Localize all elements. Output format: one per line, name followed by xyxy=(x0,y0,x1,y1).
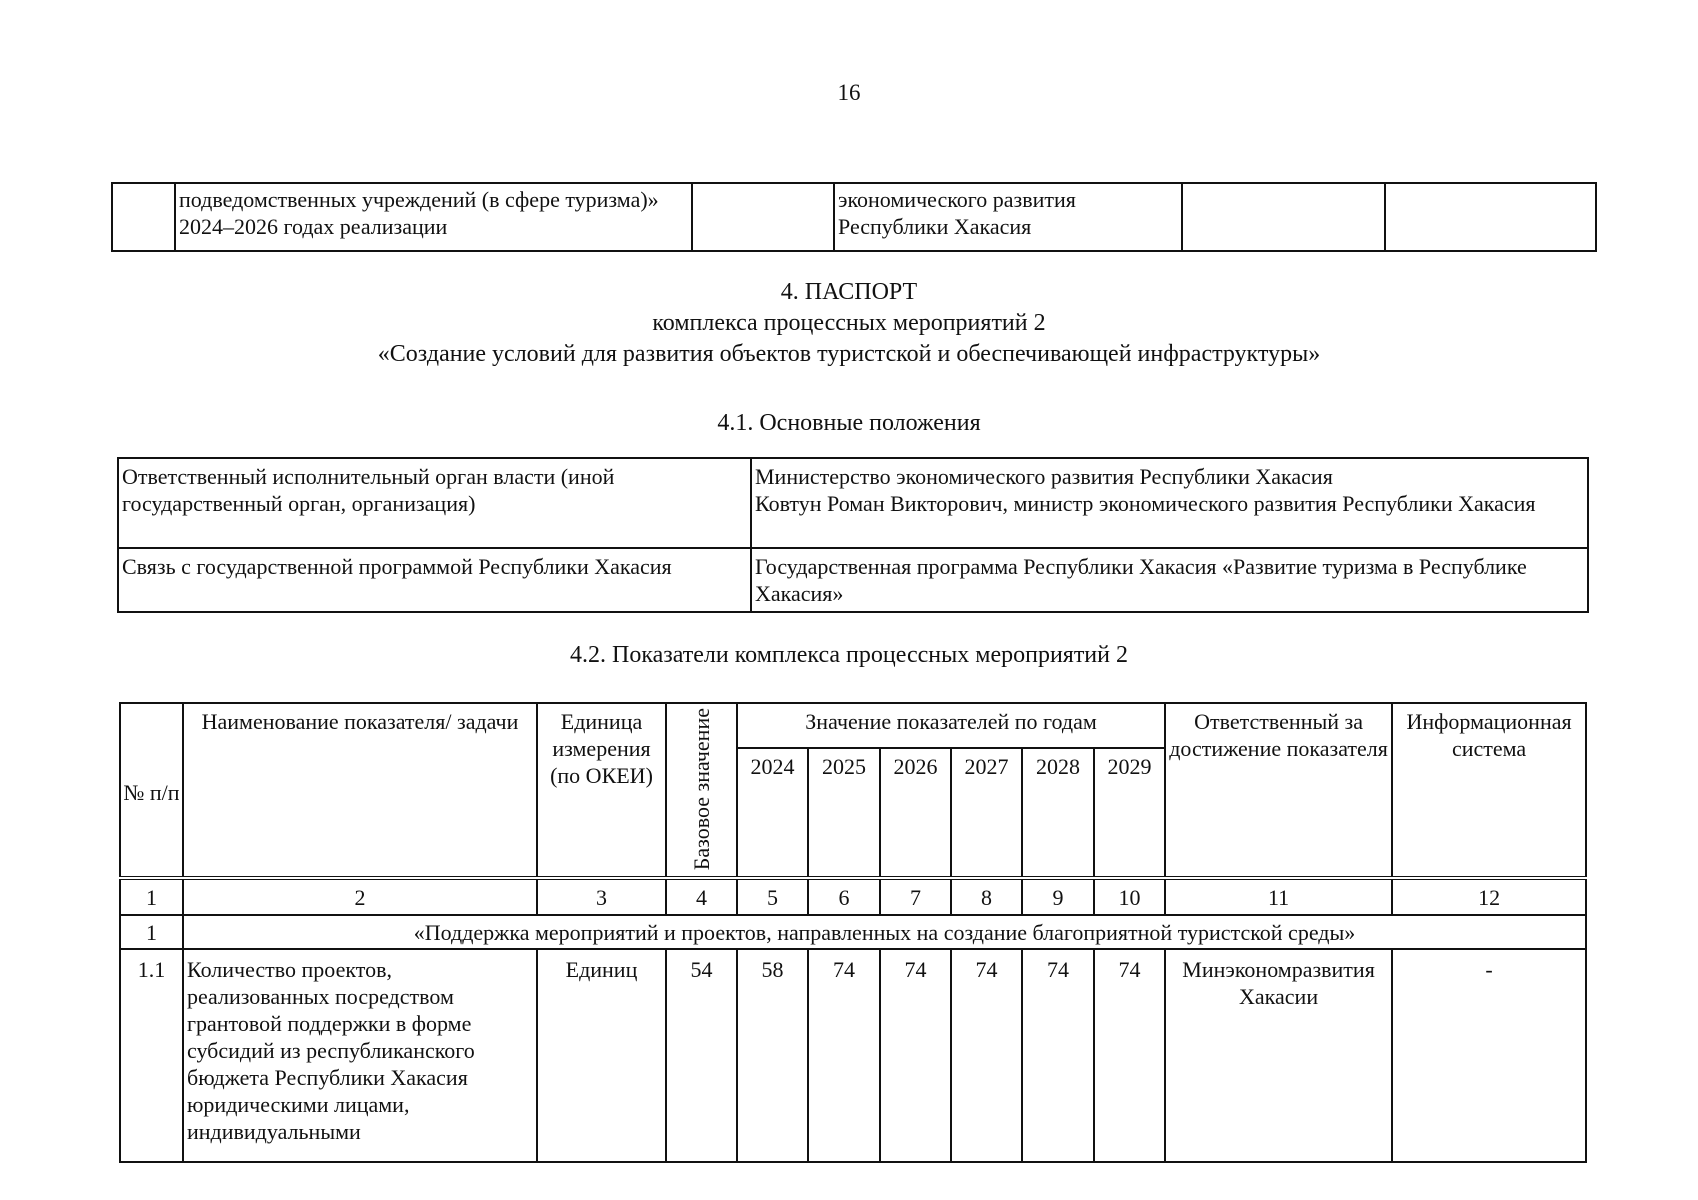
row-value-2025: 74 xyxy=(808,949,880,1162)
task-num: 1 xyxy=(120,915,183,949)
indicators-title: 4.2. Показатели комплекса процессных мероприятий 2 xyxy=(569,642,1128,668)
row-value-2026: 74 xyxy=(880,949,951,1162)
section-program-name: «Создание условий для развития объектов туристской и обеспечивающей инфраструктуры» xyxy=(377,341,1321,367)
header-years-group: Значение показателей по годам xyxy=(737,703,1165,748)
cont-num-cell xyxy=(112,183,175,251)
table-row xyxy=(118,458,1588,548)
basics-label: Ответственный исполнительный орган власти (иной государственный орган, организация) xyxy=(118,458,751,548)
header-base xyxy=(666,703,737,878)
basics-value xyxy=(751,458,1588,548)
cont-empty-cell xyxy=(1385,183,1596,251)
row-num: 1.1 xyxy=(120,949,183,1162)
header-year: 2027 xyxy=(951,748,1022,878)
row-info-system: - xyxy=(1392,949,1586,1162)
table-row xyxy=(112,183,1596,251)
column-number: 3 xyxy=(537,878,666,915)
header-year: 2025 xyxy=(808,748,880,878)
basics-table xyxy=(117,457,1589,613)
row-value-2029: 74 xyxy=(1094,949,1165,1162)
basics-label: Связь с государственной программой Республики Хакасия xyxy=(118,548,751,612)
indicators-table xyxy=(119,702,1587,1163)
column-number: 1 xyxy=(120,878,183,915)
header-year: 2026 xyxy=(880,748,951,878)
cont-empty-cell xyxy=(1182,183,1385,251)
row-unit: Единиц xyxy=(537,949,666,1162)
row-value-2024: 58 xyxy=(737,949,808,1162)
column-number: 9 xyxy=(1022,878,1094,915)
column-number: 5 xyxy=(737,878,808,915)
header-year: 2028 xyxy=(1022,748,1094,878)
cont-empty-cell xyxy=(692,183,834,251)
column-number: 10 xyxy=(1094,878,1165,915)
row-value-2028: 74 xyxy=(1022,949,1094,1162)
row-base: 54 xyxy=(666,949,737,1162)
column-number: 2 xyxy=(183,878,537,915)
cont-name-cell: подведомственных учреждений (в сфере туризма)» 2024–2026 годах реализации xyxy=(175,183,692,251)
continuation-table xyxy=(111,182,1597,252)
column-number: 6 xyxy=(808,878,880,915)
task-text: «Поддержка мероприятий и проектов, направленных на создание благоприятной туристской среды» xyxy=(183,915,1586,949)
basics-value-line: Ковтун Роман Викторович, министр экономического развития Республики Хакасия xyxy=(755,491,1536,516)
table-row xyxy=(118,548,1588,612)
column-number: 8 xyxy=(951,878,1022,915)
section-subtitle: комплекса процессных мероприятий 2 xyxy=(652,310,1046,336)
column-number: 12 xyxy=(1392,878,1586,915)
header-year: 2024 xyxy=(737,748,808,878)
row-name: Количество проектов, реализованных посредством грантовой поддержки в форме субсидий из республиканского бюджета Республики Хакасия юридическими лицами, индивидуальными xyxy=(183,949,537,1162)
column-number: 11 xyxy=(1165,878,1392,915)
column-number: 7 xyxy=(880,878,951,915)
column-number: 4 xyxy=(666,878,737,915)
header-unit: Единица измерения (по ОКЕИ) xyxy=(537,703,666,878)
header-name: Наименование показателя/ задачи xyxy=(183,703,537,878)
task-row xyxy=(120,915,1586,949)
section-title: 4. ПАСПОРТ xyxy=(780,279,918,305)
basics-title: 4.1. Основные положения xyxy=(717,410,981,436)
row-responsible: Минэкономразвития Хакасии xyxy=(1165,949,1392,1162)
basics-value: Государственная программа Республики Хакасия «Развитие туризма в Республике Хакасия» xyxy=(751,548,1588,612)
header-base-text: Базовое значение xyxy=(688,708,714,871)
header-row xyxy=(120,703,1586,748)
header-info-system: Информационная система xyxy=(1392,703,1586,878)
basics-value-line: Министерство экономического развития Республики Хакасия xyxy=(755,464,1333,489)
passport-heading xyxy=(0,277,1698,370)
cont-responsible-cell: экономического развития Республики Хакасия xyxy=(834,183,1182,251)
table-row xyxy=(120,949,1586,1162)
header-responsible: Ответственный за достижение показателя xyxy=(1165,703,1392,878)
header-num: № п/п xyxy=(120,703,183,878)
column-number-row xyxy=(120,878,1586,915)
header-year: 2029 xyxy=(1094,748,1165,878)
page-number: 16 xyxy=(837,80,861,105)
row-value-2027: 74 xyxy=(951,949,1022,1162)
